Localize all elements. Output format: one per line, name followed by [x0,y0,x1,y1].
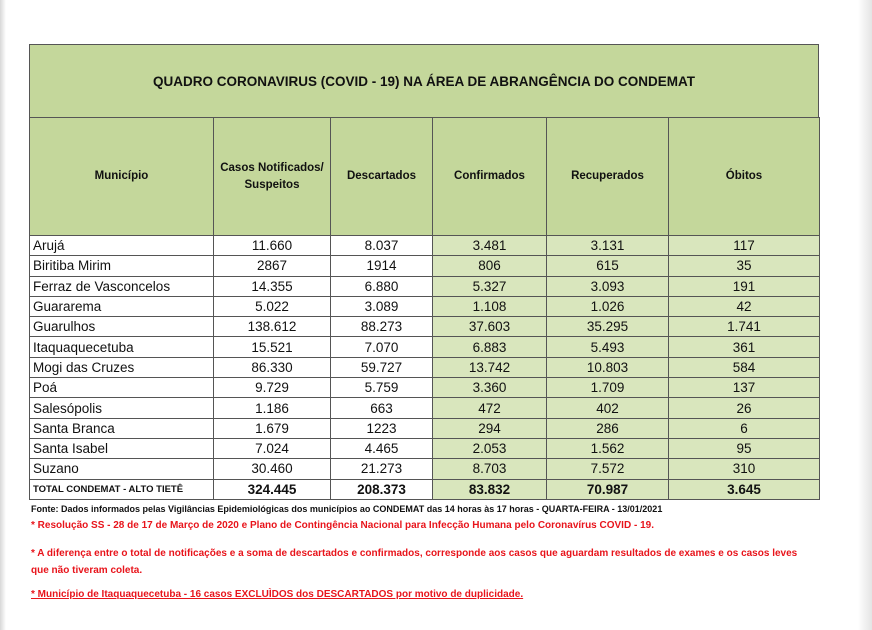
cell-obitos: 191 [669,276,820,296]
cell-municipio: Poá [30,378,214,398]
cell-municipio: Salesópolis [30,398,214,418]
table-header-row [30,118,820,236]
cell-notificados: 7.024 [214,438,331,458]
column-header-confirmados: Confirmados [433,118,547,236]
column-header-descartados: Descartados [331,118,433,236]
cell-obitos: 361 [669,337,820,357]
covid-table [29,117,820,500]
cell-notificados: 11.660 [214,236,331,256]
cell-confirmados: 5.327 [433,276,547,296]
cell-descartados: 5.759 [331,378,433,398]
cell-descartados: 3.089 [331,296,433,316]
table-row [30,276,820,296]
total-cell-notificados: 324.445 [214,479,331,499]
note-difference: * A diferença entre o total de notificações e a soma de descartados e confirmados, corresponde aos casos que aguardam resultados de exames e os casos leves que não tiveram coleta. [31,548,798,576]
cell-recuperados: 7.572 [547,459,669,479]
cell-confirmados: 13.742 [433,357,547,377]
column-header-municipio: Município [30,118,214,236]
table-row [30,236,820,256]
cell-obitos: 26 [669,398,820,418]
cell-recuperados: 1.709 [547,378,669,398]
cell-confirmados: 472 [433,398,547,418]
cell-confirmados: 806 [433,256,547,276]
column-header-notificados: Casos Notificados/ Suspeitos [214,118,331,236]
cell-obitos: 310 [669,459,820,479]
cell-municipio: Santa Branca [30,418,214,438]
column-header-recuperados: Recuperados [547,118,669,236]
cell-obitos: 137 [669,378,820,398]
table-total-row [30,479,820,499]
cell-obitos: 1.741 [669,317,820,337]
cell-notificados: 30.460 [214,459,331,479]
table-body [30,236,820,500]
cell-descartados: 1914 [331,256,433,276]
cell-confirmados: 3.481 [433,236,547,256]
cell-municipio: Santa Isabel [30,438,214,458]
table-row [30,317,820,337]
cell-notificados: 1.679 [214,418,331,438]
cell-municipio: Ferraz de Vasconcelos [30,276,214,296]
page-edge-shadow-right [858,0,872,630]
table-row [30,337,820,357]
cell-confirmados: 2.053 [433,438,547,458]
note-itaquaquecetuba: * Município de Itaquaquecetuba - 16 casos EXCLUÌDOS dos DESCARTADOS por motivo de duplicidade. [31,589,524,600]
column-header-obitos: Óbitos [669,118,820,236]
total-cell-descartados: 208.373 [331,479,433,499]
cell-confirmados: 37.603 [433,317,547,337]
cell-notificados: 15.521 [214,337,331,357]
cell-notificados: 9.729 [214,378,331,398]
cell-notificados: 5.022 [214,296,331,316]
cell-obitos: 95 [669,438,820,458]
table-row [30,438,820,458]
table-title: QUADRO CORONAVIRUS (COVID - 19) NA ÁREA DE ABRANGÊNCIA DO CONDEMAT [29,44,819,117]
total-cell-obitos: 3.645 [669,479,820,499]
cell-recuperados: 35.295 [547,317,669,337]
cell-notificados: 1.186 [214,398,331,418]
source-note: Fonte: Dados informados pelas Vigilâncias Epidemiológicas dos municípios ao CONDEMAT das 14 horas às 17 horas - QUARTA-FEIRA - 13/01/2021 [31,504,663,514]
cell-municipio: Arujá [30,236,214,256]
table-row [30,357,820,377]
cell-recuperados: 1.026 [547,296,669,316]
table-row [30,378,820,398]
total-cell-confirmados: 83.832 [433,479,547,499]
cell-municipio: Biritiba Mirim [30,256,214,276]
cell-municipio: Guarulhos [30,317,214,337]
cell-obitos: 35 [669,256,820,276]
cell-notificados: 14.355 [214,276,331,296]
cell-notificados: 2867 [214,256,331,276]
table-row [30,296,820,316]
cell-descartados: 8.037 [331,236,433,256]
table-row [30,256,820,276]
cell-descartados: 1223 [331,418,433,438]
cell-confirmados: 1.108 [433,296,547,316]
cell-municipio: Itaquaquecetuba [30,337,214,357]
cell-recuperados: 5.493 [547,337,669,357]
table-row [30,459,820,479]
table-row [30,398,820,418]
cell-obitos: 584 [669,357,820,377]
cell-municipio: Mogi das Cruzes [30,357,214,377]
note-resolution: * Resolução SS - 28 de 17 de Março de 2020 e Plano de Contingência Nacional para Infecção Humana pelo Coronavírus COVID - 19. [31,520,654,531]
cell-descartados: 4.465 [331,438,433,458]
page-edge-shadow-left [0,0,6,630]
cell-descartados: 88.273 [331,317,433,337]
total-cell-municipio: TOTAL CONDEMAT - ALTO TIETÊ [30,479,214,499]
cell-notificados: 138.612 [214,317,331,337]
table-row [30,418,820,438]
total-cell-recuperados: 70.987 [547,479,669,499]
cell-descartados: 7.070 [331,337,433,357]
cell-obitos: 6 [669,418,820,438]
cell-descartados: 6.880 [331,276,433,296]
cell-obitos: 117 [669,236,820,256]
cell-municipio: Suzano [30,459,214,479]
cell-descartados: 21.273 [331,459,433,479]
cell-recuperados: 3.131 [547,236,669,256]
cell-descartados: 663 [331,398,433,418]
cell-notificados: 86.330 [214,357,331,377]
cell-recuperados: 10.803 [547,357,669,377]
cell-recuperados: 1.562 [547,438,669,458]
cell-obitos: 42 [669,296,820,316]
cell-recuperados: 402 [547,398,669,418]
cell-recuperados: 286 [547,418,669,438]
cell-confirmados: 8.703 [433,459,547,479]
cell-descartados: 59.727 [331,357,433,377]
cell-recuperados: 615 [547,256,669,276]
cell-confirmados: 294 [433,418,547,438]
cell-confirmados: 3.360 [433,378,547,398]
cell-confirmados: 6.883 [433,337,547,357]
cell-recuperados: 3.093 [547,276,669,296]
cell-municipio: Guararema [30,296,214,316]
